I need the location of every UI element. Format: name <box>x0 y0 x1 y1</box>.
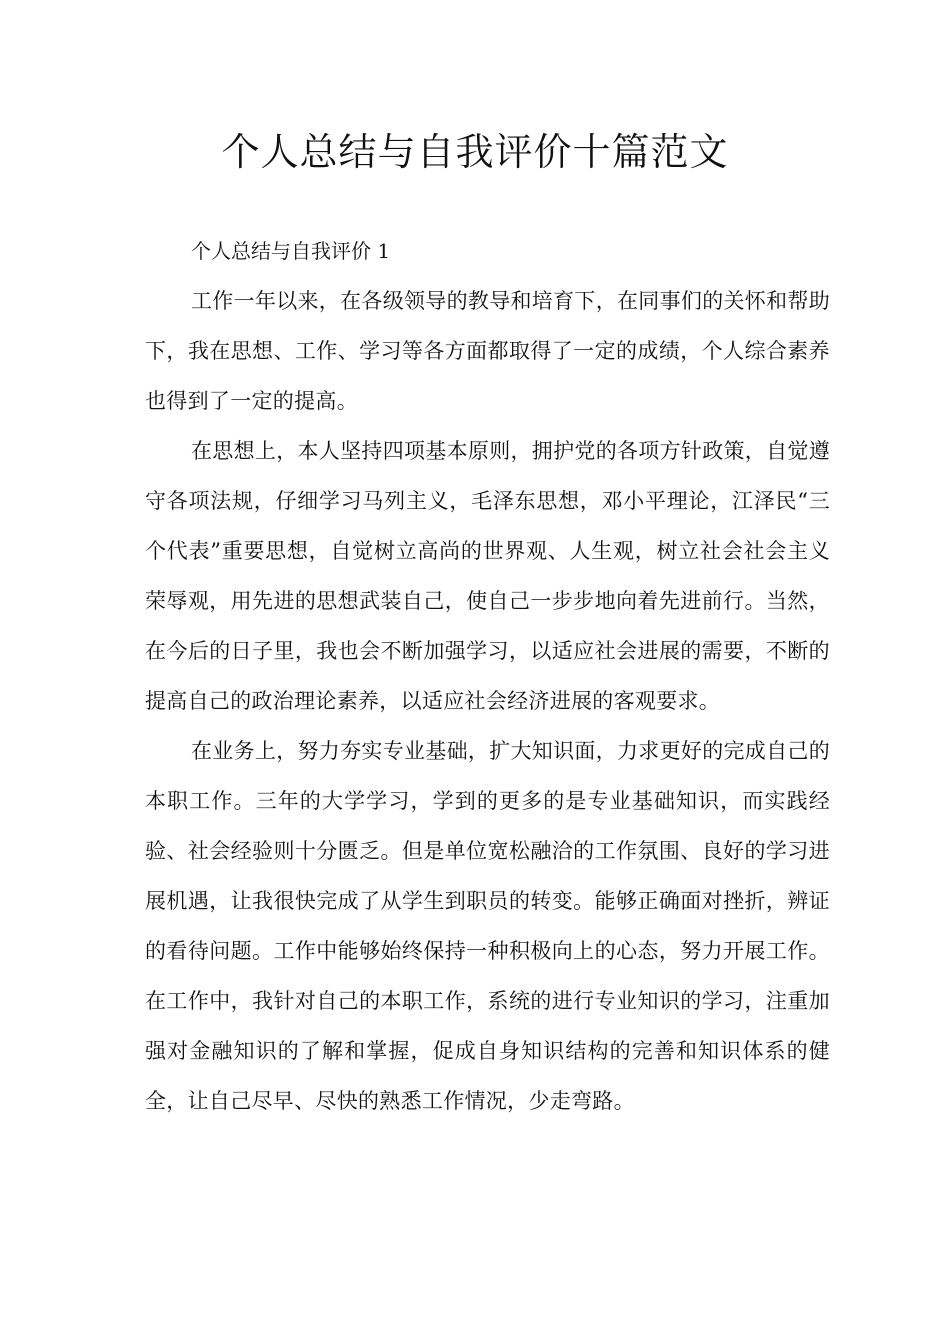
paragraph: 在思想上，本人坚持四项基本原则，拥护党的各项方针政策，自觉遵守各项法规，仔细学习马列主义，毛泽东思想，邓小平理论，江泽民“三个代表”重要思想，自觉树立高尚的世界观、人生观，树立社会社会主义荣辱观，用先进的思想武装自己，使自己一步步地向着先进前行。当然，在今后的日子里，我也会不断加强学习，以适应社会进展的需要，不断的提高自己的政治理论素养，以适应社会经济进展的客观要求。 <box>145 439 830 713</box>
document-title: 个人总结与自我评价十篇范文 <box>221 130 729 174</box>
paragraph: 在业务上，努力夯实专业基础，扩大知识面，力求更好的完成自己的本职工作。三年的大学学习，学到的更多的是专业基础知识，而实践经验、社会经验则十分匮乏。但是单位宽松融洽的工作氛围、良好的学习进展机遇，让我很快完成了从学生到职员的转变。能够正确面对挫折，辨证的看待问题。工作中能够始终保持一种积极向上的心态，努力开展工作。在工作中，我针对自己的本职工作，系统的进行专业知识的学习，注重加强对金融知识的了解和掌握，促成自身知识结构的完善和知识体系的健全，让自己尽早、尽快的熟悉工作情况，少走弯路。 <box>145 739 830 1113</box>
document-body <box>145 226 830 1126</box>
paragraph: 工作一年以来，在各级领导的教导和培育下，在同事们的关怀和帮助下，我在思想、工作、学习等各方面都取得了一定的成绩，个人综合素养也得到了一定的提高。 <box>145 289 830 413</box>
section-heading: 个人总结与自我评价 1 <box>191 239 391 263</box>
